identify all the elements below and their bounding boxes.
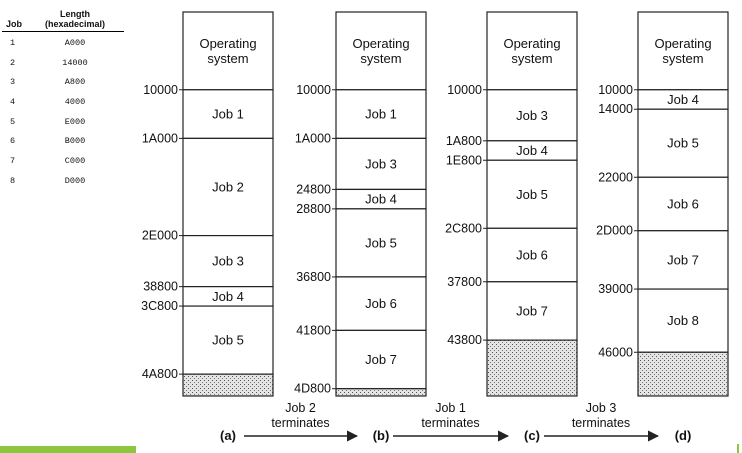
- address-label: 41800: [296, 323, 331, 338]
- job-label: Job 4: [365, 191, 397, 207]
- job-number: 5: [10, 116, 16, 127]
- map-label-a: (a): [220, 428, 236, 443]
- job-number: 3: [10, 77, 16, 88]
- job-label: Job 6: [516, 247, 548, 263]
- job-length: D000: [64, 175, 86, 186]
- address-label: 1A000: [294, 131, 331, 146]
- address-label: 28800: [296, 201, 331, 216]
- accent-bar: [0, 446, 136, 453]
- job-label: Job 7: [667, 252, 699, 268]
- address-label: 10000: [447, 82, 482, 97]
- job-length: A000: [64, 38, 86, 48]
- address-label: 4D800: [294, 381, 331, 396]
- transition-label: terminates: [271, 416, 330, 430]
- address-label: 2C800: [445, 221, 482, 236]
- job-label: Job 3: [365, 156, 397, 172]
- header-length-line1: Length: [60, 9, 90, 19]
- transition-b-c: [393, 401, 508, 436]
- job-number: 7: [10, 156, 16, 167]
- address-label: 1A800: [445, 133, 482, 148]
- job-length: C000: [64, 156, 86, 167]
- transition-label: Job 1: [435, 401, 466, 415]
- header-job: Job: [6, 19, 23, 29]
- job-label: Job 1: [212, 106, 244, 122]
- job-label: Job 2: [212, 179, 244, 195]
- job-label: Job 6: [667, 196, 699, 212]
- address-label: 43800: [447, 333, 482, 348]
- address-label: 2E000: [141, 228, 178, 243]
- job-number: 1: [10, 38, 16, 48]
- address-label: 38800: [143, 279, 178, 294]
- transition-label: terminates: [571, 416, 631, 430]
- transition-label: Job 3: [585, 401, 617, 415]
- address-label: 36800: [296, 269, 331, 284]
- address-label: 22000: [598, 170, 633, 185]
- transition-label: Job 2: [285, 401, 316, 415]
- job-label: Job 4: [667, 91, 699, 107]
- address-label: 4A800: [141, 367, 178, 382]
- address-label: 14000: [598, 102, 633, 117]
- job-length: 14000: [62, 57, 88, 68]
- address-label: 10000: [598, 82, 633, 97]
- job-number: 4: [10, 97, 16, 108]
- job-length: E000: [64, 116, 86, 127]
- job-label: Job 5: [516, 186, 548, 202]
- address-label: 10000: [143, 82, 178, 97]
- os-label: Operating system: [654, 35, 712, 66]
- address-label: 46000: [598, 345, 633, 360]
- job-length: B000: [64, 136, 86, 147]
- edge-mark: [737, 444, 739, 453]
- job-label: Job 7: [365, 352, 397, 368]
- job-label: Job 5: [212, 332, 244, 348]
- transition-a-b: [244, 401, 357, 436]
- transition-label: terminates: [421, 416, 480, 430]
- address-label: 2D000: [596, 223, 633, 238]
- transition-c-d: [544, 401, 658, 436]
- memory-map-b: [294, 12, 426, 443]
- job-length: A800: [64, 77, 86, 88]
- free-space-block: [183, 374, 273, 396]
- job-label: Job 3: [212, 253, 244, 269]
- transitions: [244, 401, 658, 436]
- header-length-line2: (hexadecimal): [44, 19, 106, 29]
- memory-map-d: [596, 12, 728, 443]
- memory-map-c: [445, 12, 577, 443]
- free-space-block: [638, 352, 728, 396]
- job-label: Job 5: [667, 135, 699, 151]
- job-label: Job 3: [516, 107, 548, 123]
- map-label-b: (b): [372, 428, 390, 443]
- map-label-c: (c): [524, 428, 540, 443]
- address-label: 24800: [296, 182, 331, 197]
- os-label: Operating system: [352, 35, 410, 66]
- os-label: Operating system: [503, 35, 561, 66]
- address-label: 1E800: [445, 153, 482, 168]
- job-label: Job 4: [212, 288, 244, 304]
- address-label: 1A000: [141, 131, 178, 146]
- map-label-d: (d): [674, 428, 692, 443]
- address-label: 37800: [447, 274, 482, 289]
- job-length: 4000: [64, 97, 86, 108]
- job-label: Job 6: [365, 296, 397, 312]
- job-label: Job 4: [516, 143, 548, 159]
- free-space-block: [336, 389, 426, 396]
- job-label: Job 8: [667, 313, 699, 329]
- job-label: Job 1: [365, 106, 397, 122]
- address-label: 10000: [296, 82, 331, 97]
- memory-map-a: [141, 12, 273, 443]
- address-label: 39000: [598, 282, 633, 297]
- memory-maps: [141, 12, 728, 443]
- job-number: 8: [10, 175, 16, 186]
- address-label: 3C800: [141, 299, 178, 314]
- job-label: Job 7: [516, 303, 548, 319]
- job-number: 2: [10, 57, 16, 68]
- free-space-block: [487, 340, 577, 396]
- os-label: Operating system: [199, 35, 257, 66]
- job-label: Job 5: [365, 235, 397, 251]
- job-number: 6: [10, 136, 16, 147]
